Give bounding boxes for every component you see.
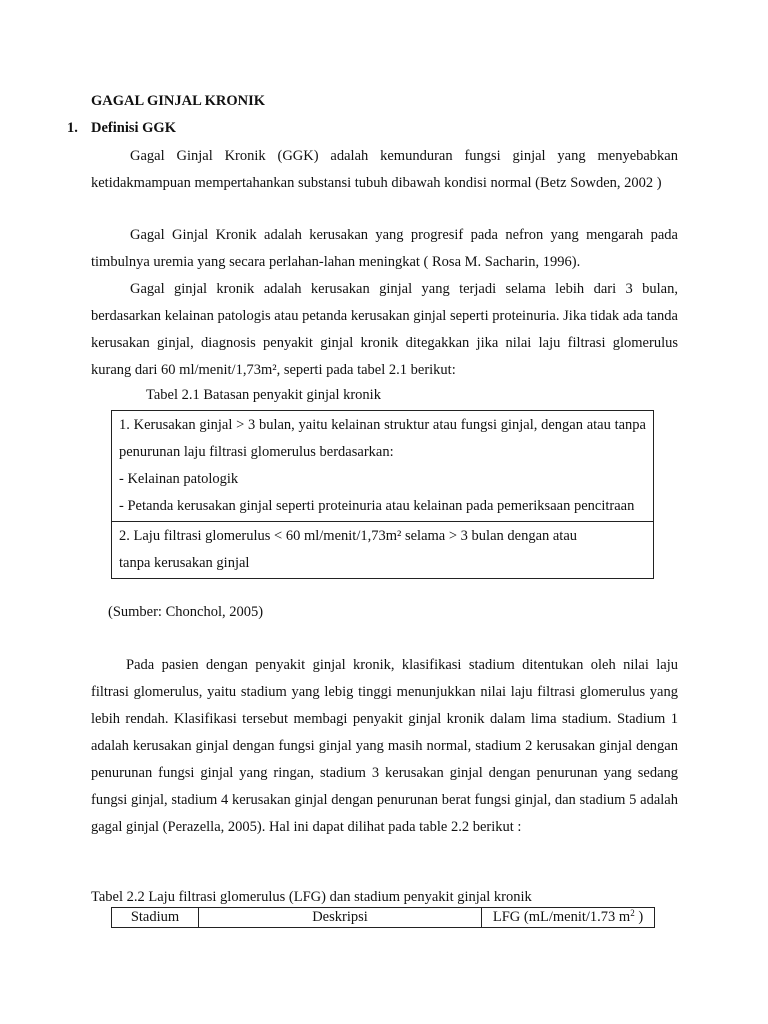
table-2-1-caption: Tabel 2.1 Batasan penyakit ginjal kronik	[146, 387, 381, 403]
document-title: GAGAL GINJAL KRONIK	[91, 93, 266, 109]
lfg-unit-text: LFG (mL/menit/1.73 m	[492, 909, 631, 925]
paragraph-definition-2: Gagal Ginjal Kronik adalah kerusakan yang progresif pada nefron yang mengarah pada timbulnya uremia yang secara perlahan-lahan meningkat ( Rosa M. Sacharin, 1996).	[91, 227, 678, 270]
table-2-1	[111, 410, 654, 579]
paragraph-definition-3: Gagal ginjal kronik adalah kerusakan ginjal yang terjadi selama lebih dari 3 bulan, berdasarkan kelainan patologis atau petanda kerusakan ginjal seperti proteinuria. Jika tidak ada tanda kerusakan ginjal, diagnosis penyakit ginjal kronik ditegakkan jika nilai laju filtrasi glomerulus kurang dari 60 ml/menit/1,73m², seperti pada tabel 2.1 berikut:	[91, 281, 678, 378]
table-2-1-row-2-line-1: 2. Laju filtrasi glomerulus < 60 ml/menit/1,73m² selama > 3 bulan dengan atau	[119, 528, 578, 544]
section-heading	[67, 120, 176, 137]
table-2-1-row-1-text: 1. Kerusakan ginjal > 3 bulan, yaitu kelainan struktur atau fungsi ginjal, dengan atau tanpa penurunan laju filtrasi glomerulus berdasarkan:	[119, 417, 646, 460]
table-2-1-source: (Sumber: Chonchol, 2005)	[108, 604, 264, 620]
table-2-1-row-2	[112, 522, 653, 578]
section-number: 1.	[67, 120, 78, 136]
section-title: Definisi GGK	[91, 120, 176, 136]
table-2-2-header-lfg	[482, 908, 655, 928]
table-2-2-header-stadium: Stadium	[112, 908, 199, 928]
table-2-1-row-1-item-1: - Kelainan patologik	[119, 471, 239, 487]
paragraph-stadium: Pada pasien dengan penyakit ginjal kronik, klasifikasi stadium ditentukan oleh nilai laju filtrasi glomerulus, yaitu stadium yang lebig tinggi menunjukkan nilai laju filtrasi glomerulus yang lebih rendah. Klasifikasi tersebut membagi penyakit ginjal kronik dalam lima stadium. Stadium 1 adalah kerusakan ginjal dengan fungsi ginjal yang masih normal, stadium 2 kerusakan ginjal dengan penurunan fungsi ginjal yang ringan, stadium 3 kerusakan ginjal dengan penurunan yang sedang fungsi ginjal, stadium 4 kerusakan ginjal dengan penurunan berat fungsi ginjal, dan stadium 5 adalah gagal ginjal (Perazella, 2005). Hal ini dapat dilihat pada table 2.2 berikut :	[91, 657, 678, 835]
paragraph-definition-1: Gagal Ginjal Kronik (GGK) adalah kemunduran fungsi ginjal yang menyebabkan ketidakmampuan mempertahankan substansi tubuh dibawah kondisi normal (Betz Sowden, 2002 )	[91, 148, 678, 191]
lfg-unit-close: )	[634, 909, 644, 925]
table-2-1-row-2-line-2: tanpa kerusakan ginjal	[119, 555, 250, 571]
lfg-unit-superscript: 2	[630, 908, 635, 918]
table-2-2	[111, 907, 655, 928]
table-2-2-header-deskripsi: Deskripsi	[199, 908, 482, 928]
table-2-2-caption: Tabel 2.2 Laju filtrasi glomerulus (LFG) dan stadium penyakit ginjal kronik	[91, 889, 532, 905]
table-2-2-header-row	[112, 908, 655, 928]
table-2-1-row-1	[112, 411, 653, 522]
table-2-1-row-1-item-2: - Petanda kerusakan ginjal seperti proteinuria atau kelainan pada pemeriksaan pencitraan	[119, 498, 635, 514]
